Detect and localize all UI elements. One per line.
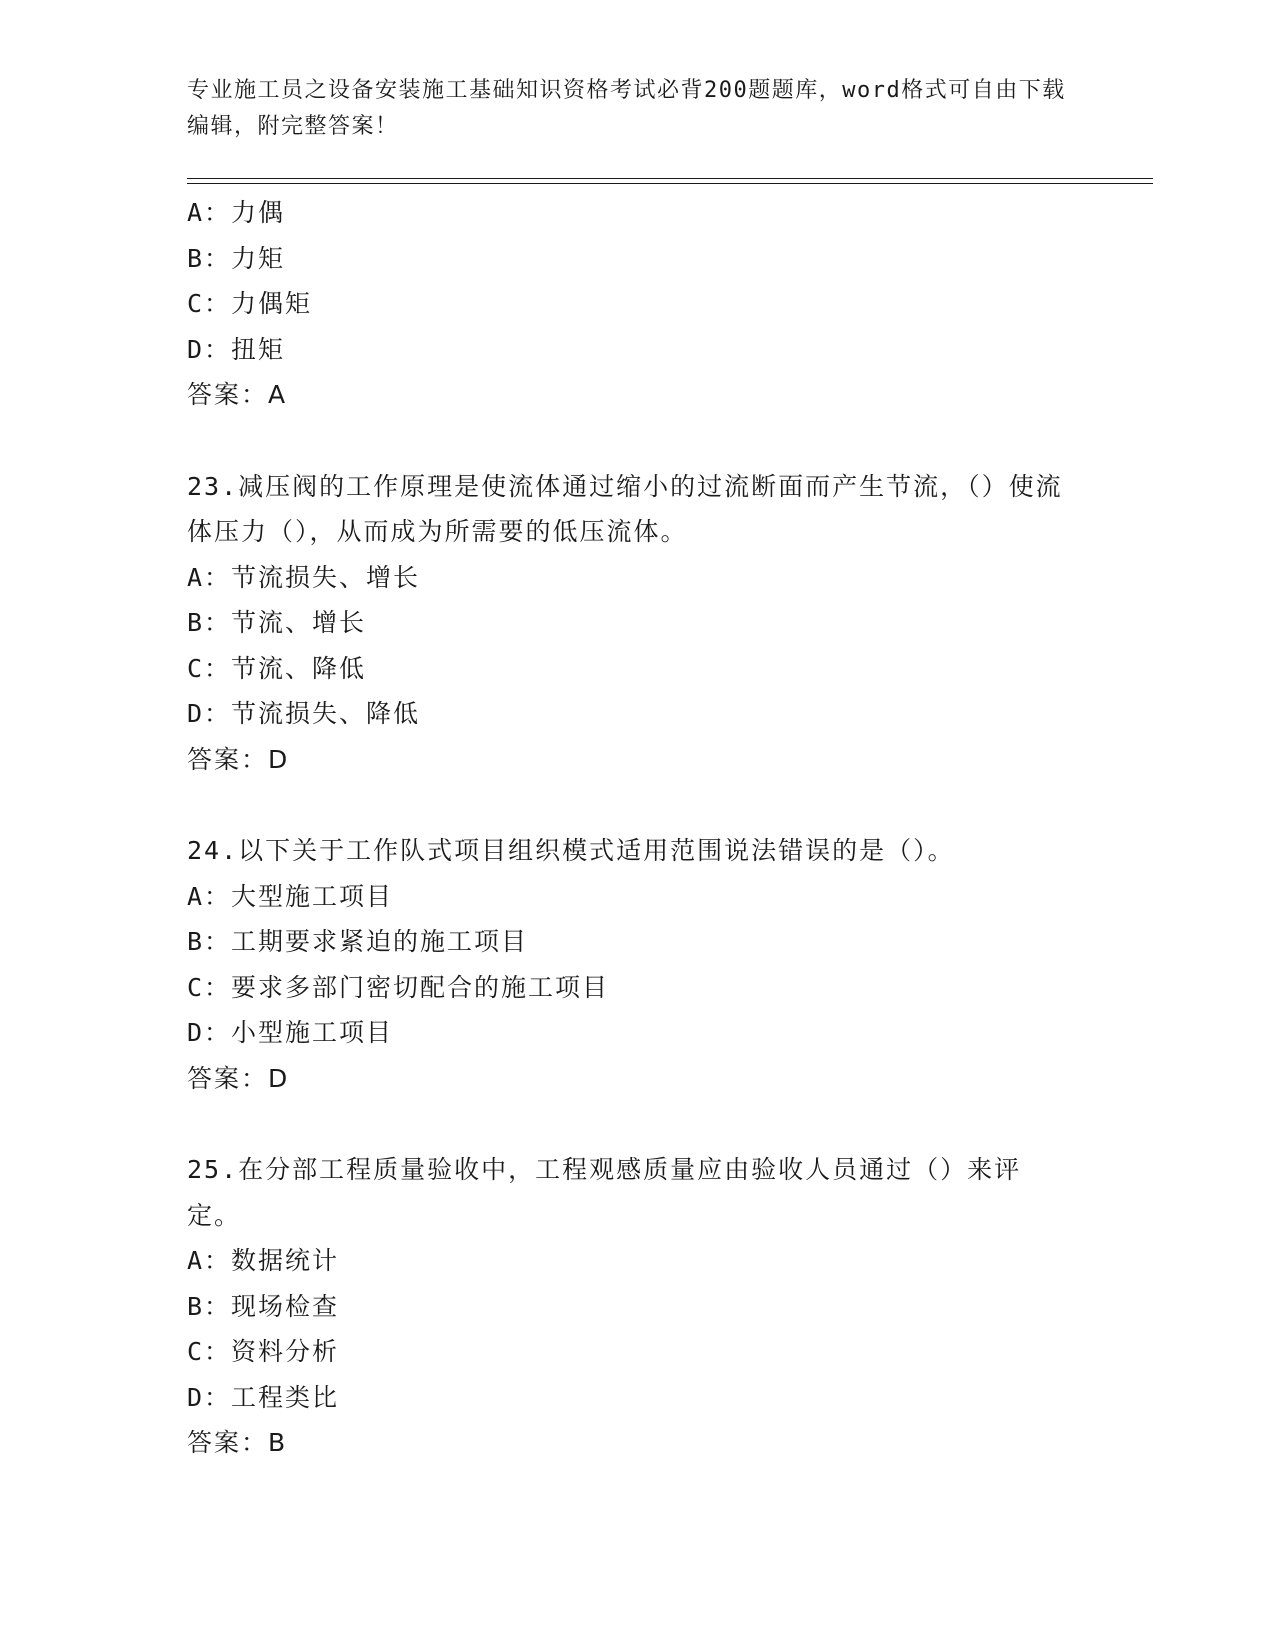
- option-d: D：扭矩: [187, 334, 286, 364]
- option-d: D：工程类比: [187, 1382, 340, 1412]
- question-23: [187, 464, 1067, 783]
- option-c: C：要求多部门密切配合的施工项目: [187, 972, 610, 1002]
- question-stem: 24.以下关于工作队式项目组织模式适用范围说法错误的是（）。: [187, 836, 955, 865]
- option-d: D：小型施工项目: [187, 1018, 394, 1047]
- question-25: [187, 1147, 1067, 1466]
- option-a: A：力偶: [187, 198, 286, 227]
- option-c: C：力偶矩: [187, 289, 313, 318]
- question-22: [187, 190, 1067, 418]
- option-a: A：数据统计: [187, 1246, 340, 1275]
- header-rule-top: [187, 178, 1153, 179]
- option-c: C：资料分析: [187, 1337, 340, 1366]
- option-b: B：节流、增长: [187, 608, 367, 637]
- document-header: 专业施工员之设备安装施工基础知识资格考试必背200题题库，word格式可自由下载编辑，附完整答案！: [187, 78, 1066, 139]
- option-d: D：节流损失、降低: [187, 699, 421, 728]
- header-rule-bottom: [187, 183, 1153, 184]
- option-b: B：工期要求紧迫的施工项目: [187, 927, 529, 956]
- option-c: C：节流、降低: [187, 653, 367, 683]
- answer: 答案：B: [187, 1428, 288, 1457]
- question-stem: 23.减压阀的工作原理是使流体通过缩小的过流断面而产生节流，（）使流体压力（），从而成为所需要的低压流体。: [187, 471, 1063, 546]
- option-a: A：大型施工项目: [187, 881, 394, 911]
- question-24: [187, 828, 1067, 1101]
- option-b: B：力矩: [187, 243, 286, 273]
- answer: 答案：D: [187, 744, 290, 774]
- option-a: A：节流损失、增长: [187, 562, 421, 592]
- option-b: B：现场检查: [187, 1291, 340, 1321]
- answer: 答案：A: [187, 380, 288, 409]
- question-stem: 25.在分部工程质量验收中，工程观感质量应由验收人员通过（）来评定。: [187, 1155, 1022, 1230]
- question-list: [187, 190, 1067, 1466]
- answer: 答案：D: [187, 1063, 290, 1093]
